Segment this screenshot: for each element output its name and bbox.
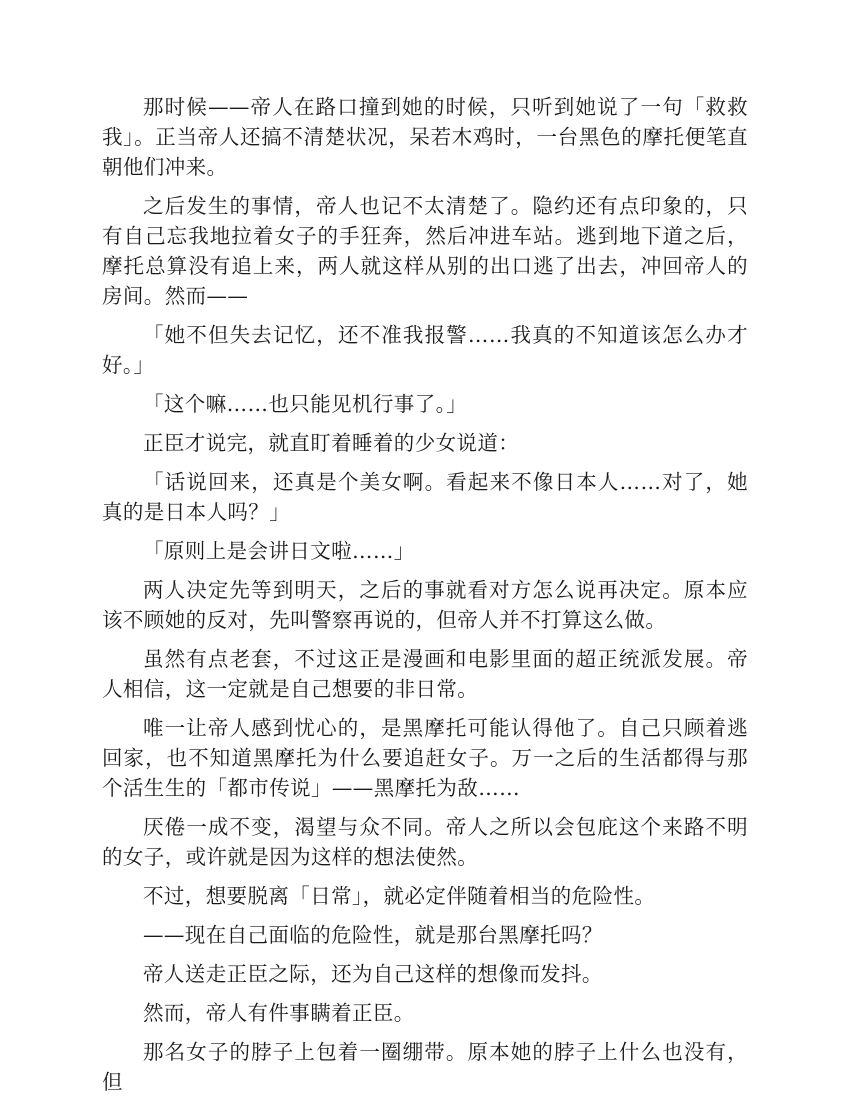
- paragraph: 之后发生的事情，帝人也记不太清楚了。隐约还有点印象的，只有自己忘我地拉着女子的手狂奔，然后冲进车站。逃到地下道之后，摩托总算没有追上来，两人就这样从别的出口逃了出去，冲回帝人的房间。然而——: [102, 194, 748, 308]
- paragraph: 唯一让帝人感到忧心的，是黑摩托可能认得他了。自己只顾着逃回家，也不知道黑摩托为什么要追赶女子。万一之后的生活都得与那个活生生的「都市传说」——黑摩托为敌……: [102, 716, 748, 800]
- paragraph: 两人决定先等到明天，之后的事就看对方怎么说再决定。原本应该不顾她的反对，先叫警察再说的，但帝人并不打算这么做。: [102, 578, 748, 632]
- paragraph: 那名女子的脖子上包着一圈绷带。原本她的脖子上什么也没有，但: [102, 1040, 748, 1094]
- paragraph: 那时候——帝人在路口撞到她的时候，只听到她说了一句「救救我」。正当帝人还搞不清楚状况，呆若木鸡时，一台黑色的摩托便笔直朝他们冲来。: [102, 95, 748, 179]
- paragraph: 「话说回来，还真是个美女啊。看起来不像日本人……对了，她真的是日本人吗？」: [102, 470, 748, 524]
- paragraph: 帝人送走正臣之际，还为自己这样的想像而发抖。: [143, 962, 603, 986]
- paragraph: ——现在自己面临的危险性，就是那台黑摩托吗？: [143, 923, 603, 947]
- paragraph: 虽然有点老套，不过这正是漫画和电影里面的超正统派发展。帝人相信，这一定就是自己想要的非日常。: [102, 647, 748, 701]
- page-body: [102, 92, 748, 1106]
- paragraph: 「原则上是会讲日文啦……」: [143, 539, 415, 563]
- paragraph: 不过，想要脱离「日常」，就必定伴随着相当的危险性。: [143, 884, 656, 908]
- paragraph: 正臣才说完，就直盯着睡着的少女说道：: [143, 431, 520, 455]
- paragraph: 「她不但失去记忆，还不准我报警……我真的不知道该怎么办才好。」: [102, 323, 748, 377]
- paragraph: 厌倦一成不变，渴望与众不同。帝人之所以会包庇这个来路不明的女子，或许就是因为这样的想法使然。: [102, 815, 748, 869]
- paragraph: 「这个嘛……也只能见机行事了。」: [143, 392, 468, 416]
- paragraph: 然而，帝人有件事瞒着正臣。: [143, 1001, 415, 1025]
